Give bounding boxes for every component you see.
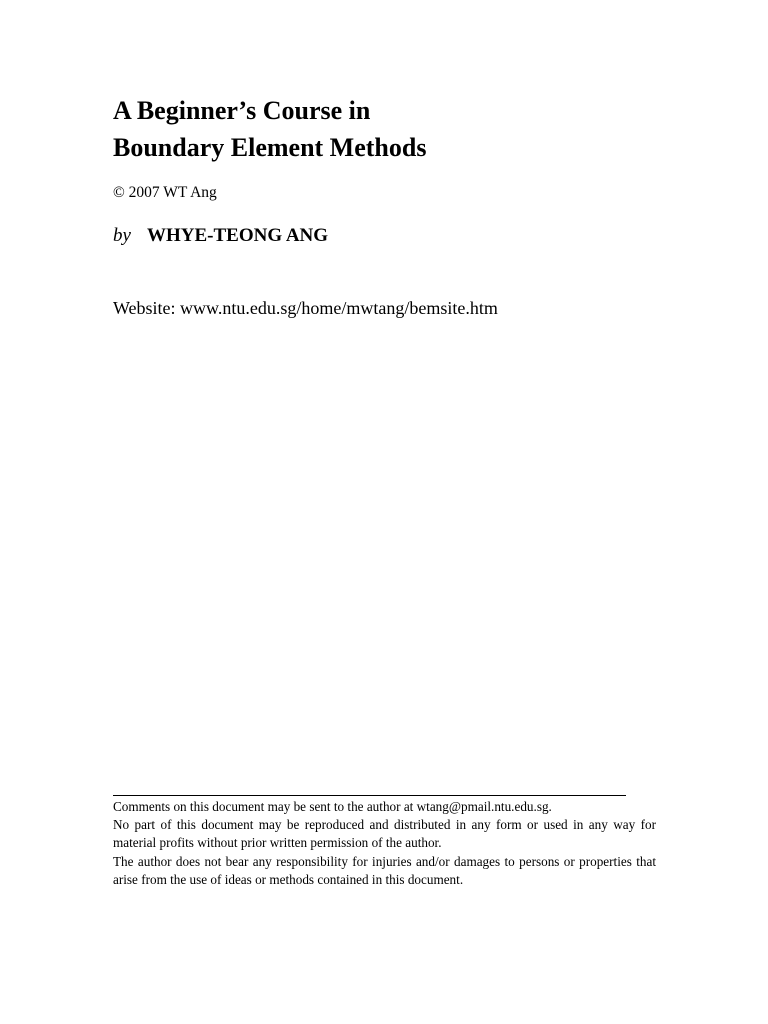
copyright-notice: © 2007 WT Ang bbox=[113, 184, 217, 201]
footnote-comments: Comments on this document may be sent to the author at wtang@pmail.ntu.edu.sg. bbox=[113, 799, 552, 814]
website-line: Website: www.ntu.edu.sg/home/mwtang/bemsite.htm bbox=[113, 298, 498, 318]
document-title bbox=[113, 92, 673, 166]
footnote-divider bbox=[113, 795, 626, 796]
title-line-1: A Beginner’s Course in bbox=[113, 96, 371, 125]
footnotes bbox=[113, 798, 656, 889]
by-label: by bbox=[113, 225, 131, 246]
author-byline bbox=[113, 224, 328, 248]
footnote-responsibility: The author does not bear any responsibility for injuries and/or damages to persons or properties that arise from the use of ideas or methods contained in this document. bbox=[113, 853, 656, 887]
footnote-reproduction: No part of this document may be reproduced and distributed in any form or used in any way for material profits without prior written permission of the author. bbox=[113, 817, 656, 851]
title-line-2: Boundary Element Methods bbox=[113, 133, 427, 162]
author-name: WHYE-TEONG ANG bbox=[147, 225, 329, 246]
